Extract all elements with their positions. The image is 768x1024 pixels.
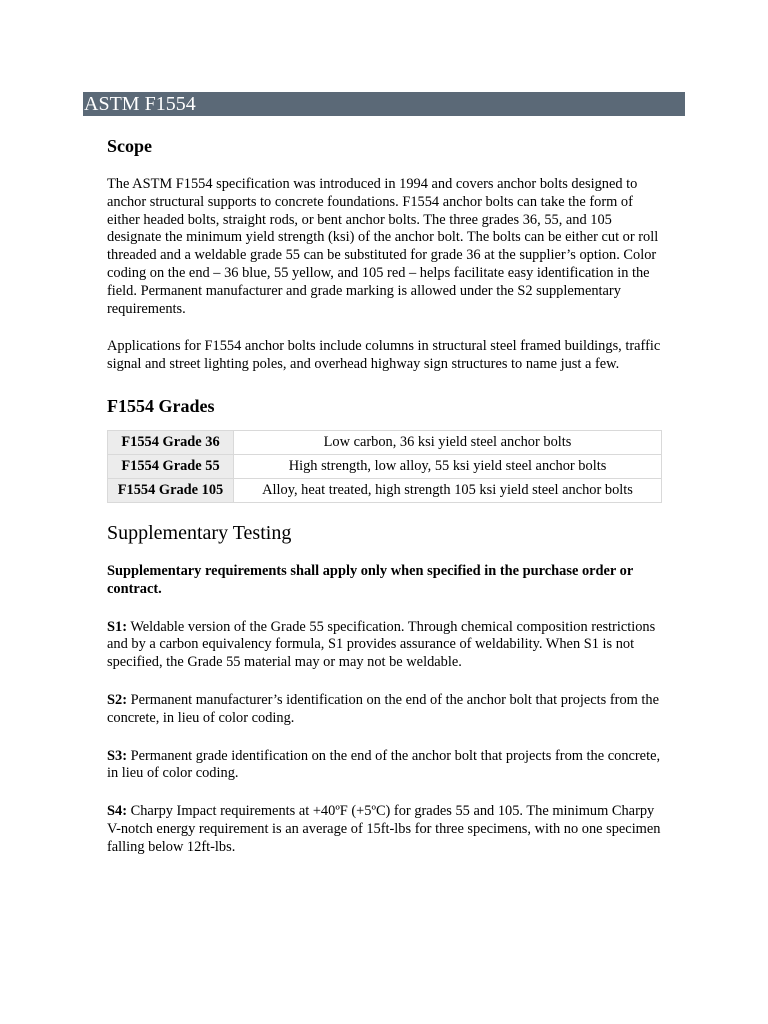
item-label: S4: <box>107 803 127 820</box>
item-text: Permanent grade identification on the end of the anchor bolt that projects from the concrete, in lieu of color coding. <box>107 747 661 782</box>
scope-heading: Scope <box>107 136 152 156</box>
item-text: Weldable version of the Grade 55 specification. Through chemical composition restrictions and by a carbon equivalency formula, S1 provides assurance of weldability. When S1 is not specified, the Grade 55 material may or may not be weldable. <box>107 618 656 671</box>
page-title: ASTM F1554 <box>84 93 196 115</box>
supplementary-item-s1 <box>107 619 663 672</box>
item-text: Charpy Impact requirements at +40ºF (+5ºC) for grades 55 and 105. The minimum Charpy V-notch energy requirement is an average of 15ft-lbs for three specimens, with no one specimen falling below 12ft-lbs. <box>107 803 661 855</box>
item-label: S2: <box>107 691 127 708</box>
supplementary-intro: Supplementary requirements shall apply only when specified in the purchase order or contract. <box>107 562 633 597</box>
table-row <box>108 454 662 478</box>
supplementary-heading: Supplementary Testing <box>107 521 292 544</box>
grade-cell: F1554 Grade 55 <box>108 454 234 478</box>
grades-heading: F1554 Grades <box>107 395 215 416</box>
description-cell: Alloy, heat treated, high strength 105 ksi yield steel anchor bolts <box>234 478 662 502</box>
supplementary-item-s3 <box>107 748 663 784</box>
supplementary-item-s4 <box>107 803 663 856</box>
item-label: S3: <box>107 747 127 764</box>
item-label: S1: <box>107 618 127 635</box>
table-row <box>108 478 662 502</box>
grades-table <box>107 430 662 503</box>
description-cell: High strength, low alloy, 55 ksi yield steel anchor bolts <box>234 454 662 478</box>
title-bar <box>83 92 685 116</box>
grade-cell: F1554 Grade 36 <box>108 430 234 454</box>
grade-cell: F1554 Grade 105 <box>108 478 234 502</box>
scope-paragraph-1: The ASTM F1554 specification was introduced in 1994 and covers anchor bolts designed to anchor structural supports to concrete foundations. F1554 anchor bolts can take the form of either headed bolts, straight rods, or bent anchor bolts. The three grades 36, 55, and 105 designate the minimum yield strength (ksi) of the anchor bolt. The bolts can be either cut or roll threaded and a weldable grade 55 can be substituted for grade 36 at the supplier’s option. Color coding on the end – 36 blue, 55 yellow, and 105 red – helps facilitate easy identification in the field. Permanent manufacturer and grade marking is allowed under the S2 supplementary requirements. <box>107 176 659 317</box>
document-body <box>107 134 663 857</box>
item-text: Permanent manufacturer’s identification on the end of the anchor bolt that projects from the concrete, in lieu of color coding. <box>107 691 660 726</box>
description-cell: Low carbon, 36 ksi yield steel anchor bolts <box>234 430 662 454</box>
scope-paragraph-2: Applications for F1554 anchor bolts include columns in structural steel framed buildings, traffic signal and street lighting poles, and overhead highway sign structures to name just a few. <box>107 338 661 373</box>
table-row <box>108 430 662 454</box>
supplementary-item-s2 <box>107 692 663 728</box>
